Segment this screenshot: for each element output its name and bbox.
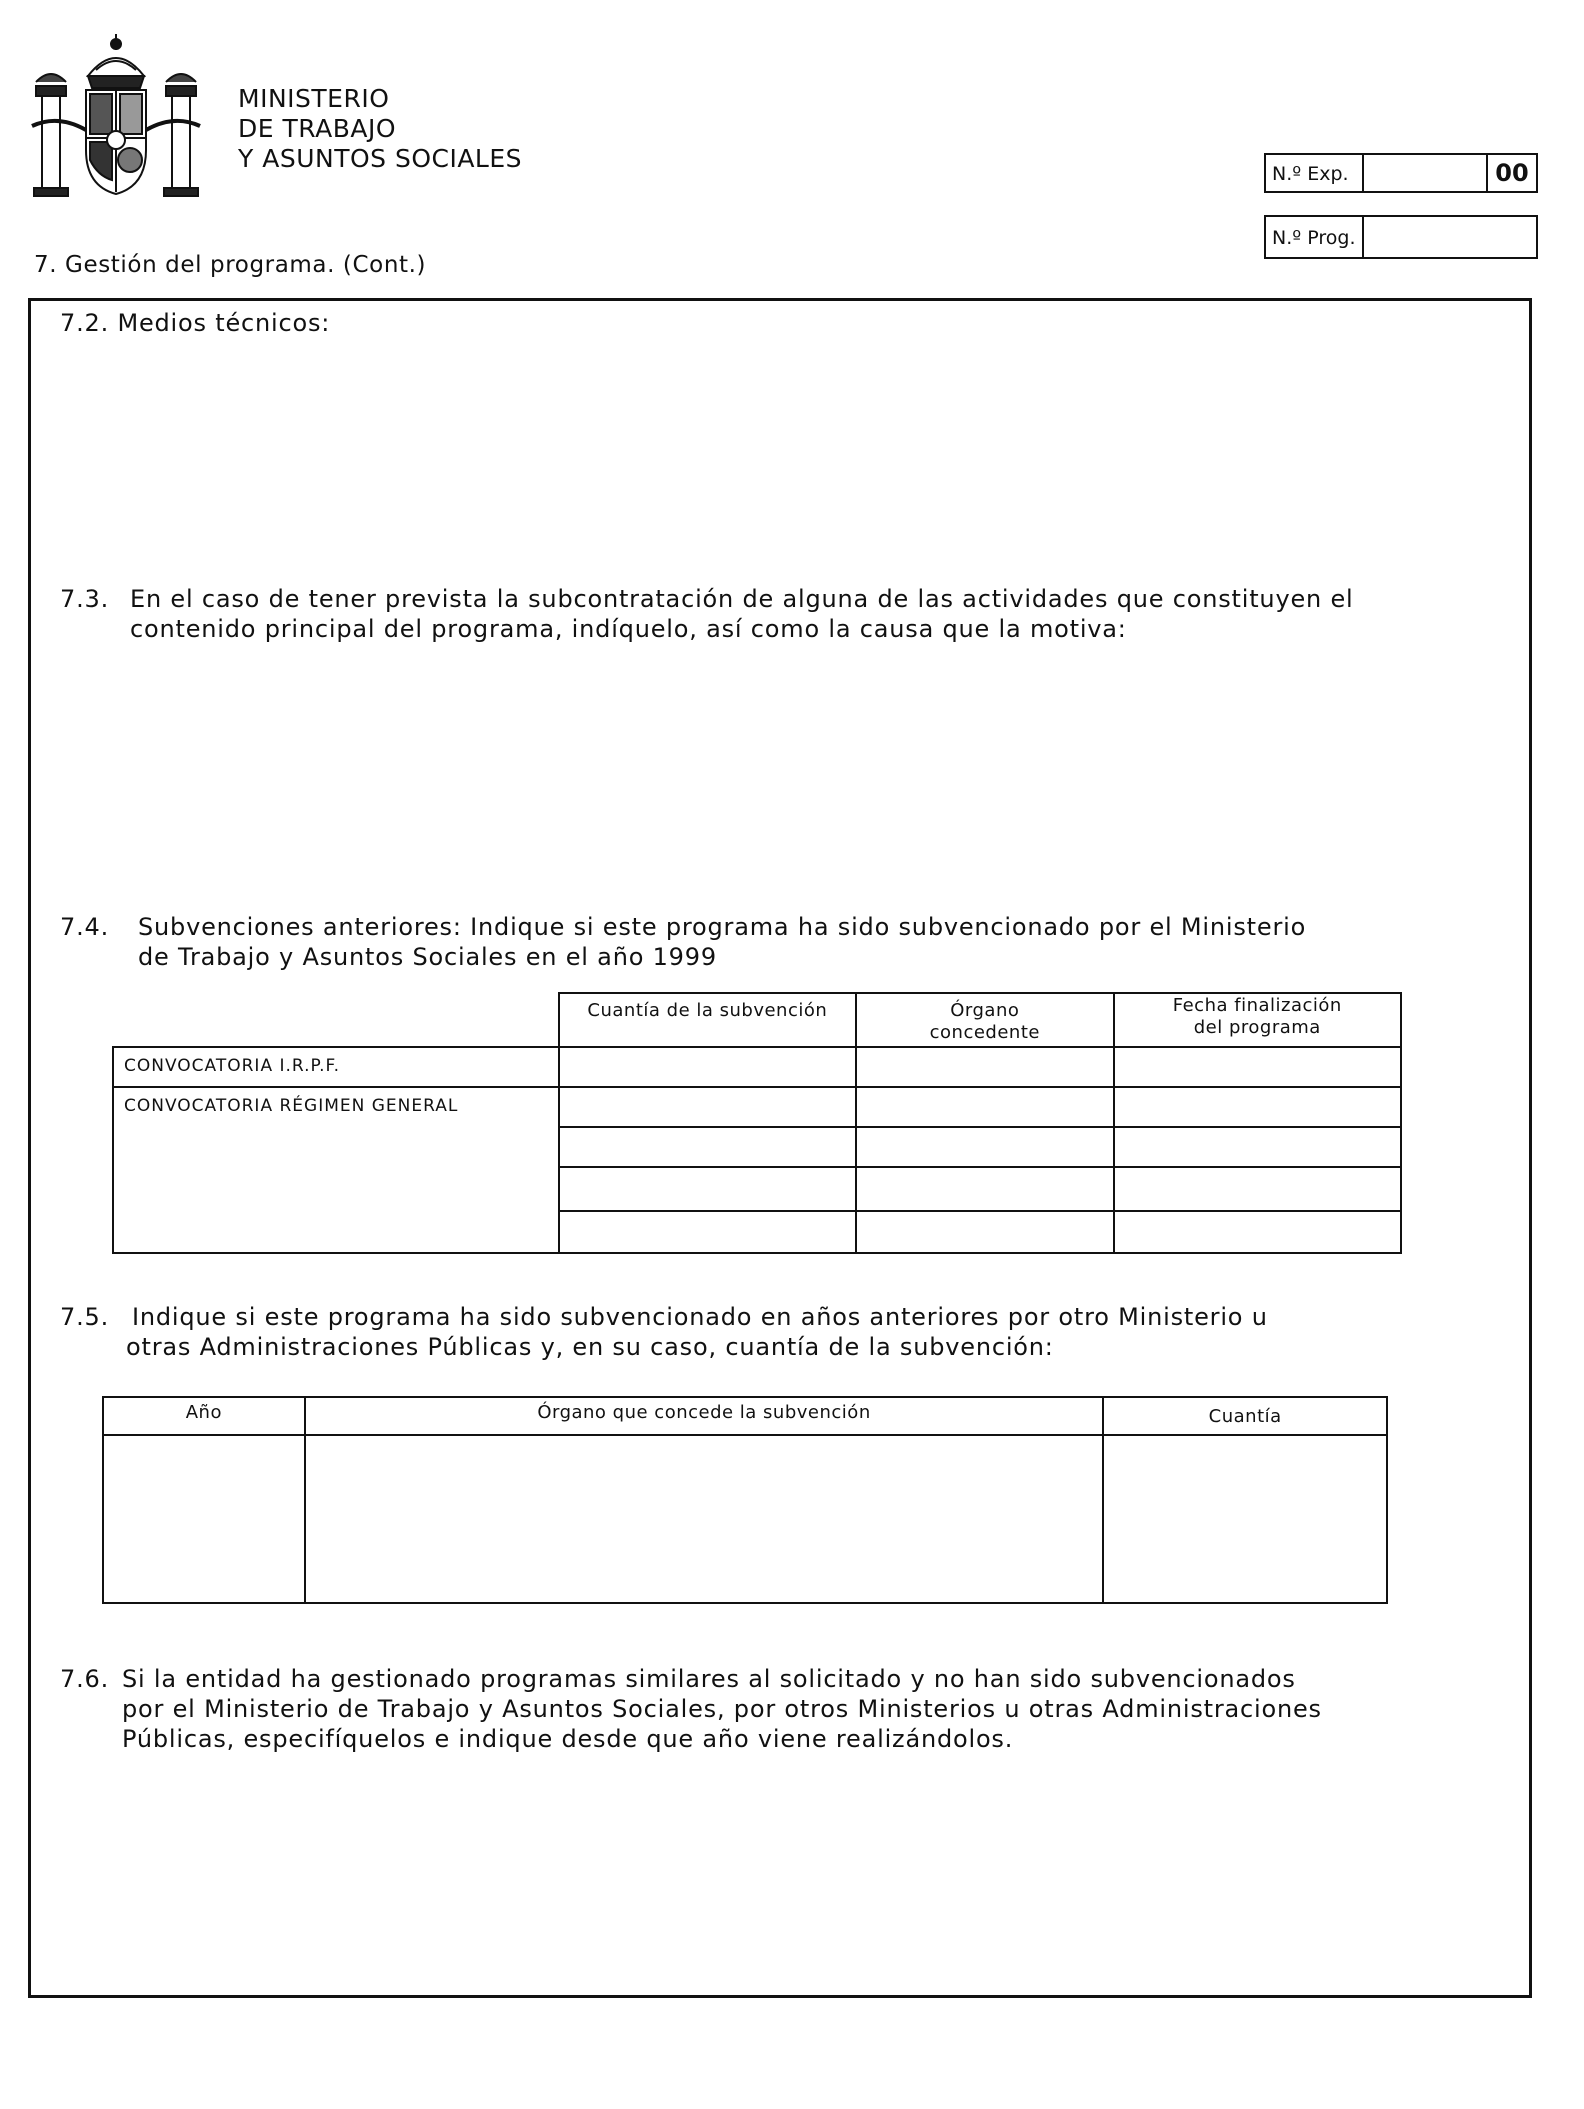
question-7-5 [60, 1302, 1268, 1362]
q73-answer-area[interactable] [60, 650, 1500, 900]
table74-header-fecha: Fecha finalización del programa [1114, 993, 1401, 1047]
q76-number: 7.6. [60, 1665, 109, 1693]
prog-label: N.º Prog. [1266, 217, 1364, 257]
q75-number: 7.5. [60, 1303, 109, 1331]
ministry-line-1: MINISTERIO [238, 84, 390, 113]
table75-cell-cuantia[interactable] [1103, 1435, 1387, 1603]
table75-header-cuantia: Cuantía [1103, 1397, 1387, 1435]
table74-cell[interactable] [1114, 1167, 1401, 1211]
q72-text: Medios técnicos: [117, 309, 331, 337]
programa-number-box [1264, 215, 1538, 259]
table74-cell[interactable] [856, 1047, 1114, 1087]
question-7-6 [60, 1664, 1322, 1754]
table74-cell[interactable] [856, 1127, 1114, 1167]
table74-row-regimen-general: CONVOCATORIA RÉGIMEN GENERAL [113, 1087, 559, 1253]
q73-number: 7.3. [60, 585, 109, 613]
exp-number-field[interactable] [1364, 155, 1488, 191]
ministry-line-2: DE TRABAJO [238, 114, 397, 143]
table74-cell[interactable] [1114, 1047, 1401, 1087]
q74-line-1: Subvenciones anteriores: Indique si este programa ha sido subvencionado por el Ministerio [138, 913, 1307, 941]
q76-line-2: por el Ministerio de Trabajo y Asuntos Sociales, por otros Ministerios u otras Administraciones [122, 1695, 1322, 1723]
q74-number: 7.4. [60, 913, 109, 941]
table74-header-organo: Órgano concedente [856, 993, 1114, 1047]
table75-header-organo: Órgano que concede la subvención [305, 1397, 1104, 1435]
question-7-4 [60, 912, 1306, 972]
q72-number: 7.2. [60, 309, 109, 337]
q75-line-1: Indique si este programa ha sido subvencionado en años anteriores por otro Ministerio u [132, 1303, 1268, 1331]
q76-line-3: Públicas, especifíquelos e indique desde que año viene realizándolos. [122, 1725, 1014, 1753]
subvenciones-1999-table [112, 992, 1402, 1254]
q73-line-1: En el caso de tener prevista la subcontratación de alguna de las actividades que constituyen el [130, 585, 1354, 613]
exp-code: 00 [1495, 159, 1529, 187]
prog-number-field[interactable] [1364, 217, 1536, 257]
expediente-number-box [1264, 153, 1538, 193]
table74-cell[interactable] [1114, 1087, 1401, 1127]
coat-of-arms-icon [28, 30, 204, 202]
q74-line-2: de Trabajo y Asuntos Sociales en el año 1999 [138, 943, 717, 971]
subvenciones-otros-table [102, 1396, 1388, 1604]
table74-cell[interactable] [559, 1047, 856, 1087]
table74-cell[interactable] [559, 1167, 856, 1211]
table74-corner [113, 993, 559, 1047]
table74-cell[interactable] [559, 1087, 856, 1127]
table75-cell-ano[interactable] [103, 1435, 305, 1603]
ministry-line-3: Y ASUNTOS SOCIALES [238, 144, 523, 173]
q72-answer-area[interactable] [60, 344, 1500, 564]
table74-cell[interactable] [1114, 1211, 1401, 1253]
exp-label: N.º Exp. [1266, 155, 1364, 191]
table74-cell[interactable] [856, 1211, 1114, 1253]
table75-header-ano: Año [103, 1397, 305, 1435]
table74-cell[interactable] [559, 1211, 856, 1253]
table74-cell[interactable] [1114, 1127, 1401, 1167]
q76-line-1: Si la entidad ha gestionado programas similares al solicitado y no han sido subvencionados [122, 1665, 1296, 1693]
table74-cell[interactable] [559, 1127, 856, 1167]
question-7-2 [60, 308, 330, 338]
section-title: 7. Gestión del programa. (Cont.) [34, 252, 427, 278]
q75-line-2: otras Administraciones Públicas y, en su caso, cuantía de la subvención: [126, 1333, 1054, 1361]
q73-line-2: contenido principal del programa, indíquelo, así como la causa que la motiva: [130, 615, 1127, 643]
table74-cell[interactable] [856, 1167, 1114, 1211]
table74-header-cuantia: Cuantía de la subvención [559, 993, 856, 1047]
ministry-name [238, 84, 522, 174]
table75-cell-organo[interactable] [305, 1435, 1104, 1603]
table74-row-irpf: CONVOCATORIA I.R.P.F. [113, 1047, 559, 1087]
question-7-3 [60, 584, 1354, 644]
q76-answer-area[interactable] [60, 1766, 1500, 1976]
table74-cell[interactable] [856, 1087, 1114, 1127]
